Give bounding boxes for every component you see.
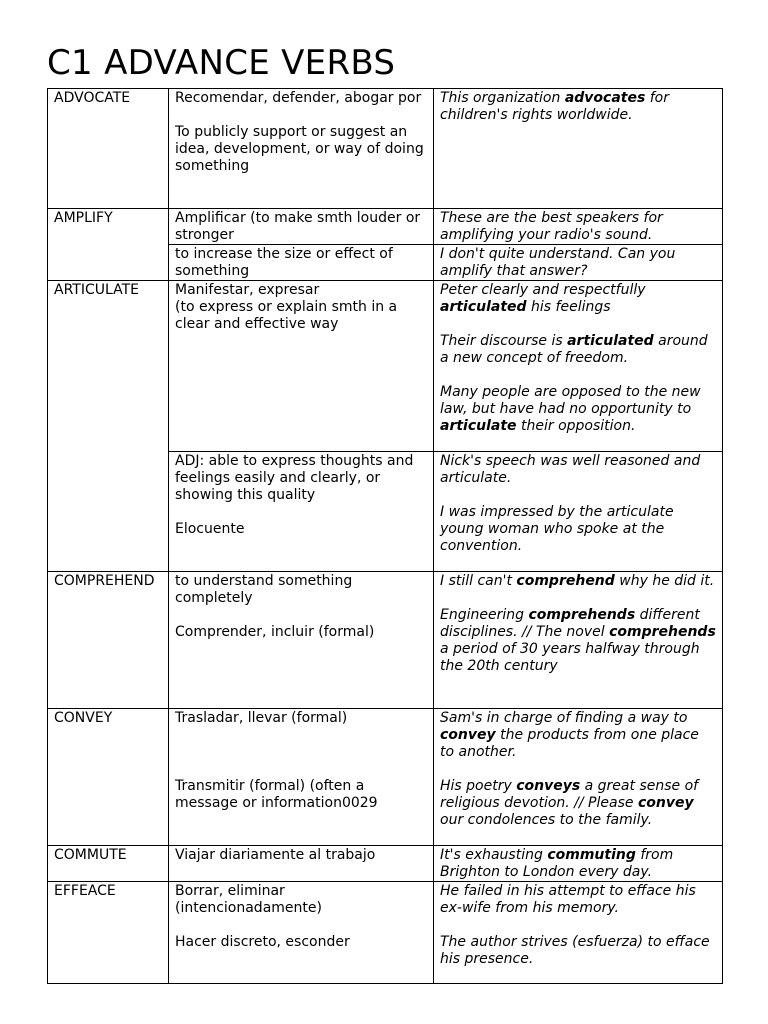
table-row xyxy=(48,709,723,846)
definition-cell: to increase the size or effect of something xyxy=(169,245,434,281)
example-cell xyxy=(434,281,723,452)
definition-cell xyxy=(169,709,434,846)
definition-text: Elocuente xyxy=(175,521,245,537)
definition-cell xyxy=(169,89,434,209)
example-sentence: It's exhausting commuting from Brighton to London every day. xyxy=(440,847,674,880)
example-cell xyxy=(434,572,723,709)
example-sentence: Nick's speech was well reasoned and articulate. xyxy=(440,453,701,486)
definition-cell xyxy=(169,882,434,984)
example-sentence: Their discourse is articulated around a new concept of freedom. xyxy=(440,333,708,366)
definition-text: Comprender, incluir (formal) xyxy=(175,624,375,640)
example-cell xyxy=(434,709,723,846)
definition-cell xyxy=(169,452,434,572)
example-cell xyxy=(434,846,723,882)
example-sentence: The author strives (esfuerza) to efface his presence. xyxy=(440,934,710,967)
example-sentence: I was impressed by the articulate young woman who spoke at the convention. xyxy=(440,504,674,554)
definition-cell xyxy=(169,281,434,452)
definition-cell: Amplificar (to make smth louder or stronger xyxy=(169,209,434,245)
verb-cell: AMPLIFY xyxy=(48,209,169,281)
document-title: C1 ADVANCE VERBS xyxy=(47,43,396,83)
definition-text: Borrar, eliminar (intencionadamente) xyxy=(175,883,322,916)
verb-cell: CONVEY xyxy=(48,709,169,846)
definition-cell: Viajar diariamente al trabajo xyxy=(169,846,434,882)
table-row xyxy=(48,89,723,209)
table-row xyxy=(48,882,723,984)
definition-cell xyxy=(169,572,434,709)
definition-text: Transmitir (formal) (often a message or information0029 xyxy=(175,778,378,811)
example-sentence: I still can't comprehend why he did it. xyxy=(440,573,715,589)
definition-text: ADJ: able to express thoughts and feelings easily and clearly, or showing this quality xyxy=(175,453,414,503)
example-cell xyxy=(434,452,723,572)
definition-text: to understand something completely xyxy=(175,573,353,606)
example-cell: These are the best speakers for amplifying your radio's sound. xyxy=(434,209,723,245)
table-row xyxy=(48,209,723,245)
table-row xyxy=(48,846,723,882)
example-sentence: Many people are opposed to the new law, but have had no opportunity to articulate their opposition. xyxy=(440,384,701,434)
verb-cell: ARTICULATE xyxy=(48,281,169,572)
verb-cell: COMMUTE xyxy=(48,846,169,882)
example-sentence: Sam's in charge of finding a way to convey the products from one place to another. xyxy=(440,710,699,760)
definition-text: To publicly support or suggest an idea, development, or way of doing something xyxy=(175,124,424,174)
example-cell xyxy=(434,882,723,984)
example-sentence: He failed in his attempt to efface his ex-wife from his memory. xyxy=(440,883,696,916)
example-cell xyxy=(434,89,723,209)
definition-text: (to express or explain smth in a clear and effective way xyxy=(175,299,398,332)
definition-text: Hacer discreto, esconder xyxy=(175,934,350,950)
verb-cell: ADVOCATE xyxy=(48,89,169,209)
verb-cell: EFFEACE xyxy=(48,882,169,984)
table-row xyxy=(48,281,723,452)
example-sentence: His poetry conveys a great sense of religious devotion. // Please convey our condolences to the family. xyxy=(440,778,699,828)
definition-text: Trasladar, llevar (formal) xyxy=(175,710,348,726)
verbs-table xyxy=(47,88,723,984)
definition-text: Manifestar, expresar xyxy=(175,282,320,298)
example-cell: I don't quite understand. Can you amplify that answer? xyxy=(434,245,723,281)
example-sentence: Engineering comprehends different disciplines. // The novel comprehends a period of 30 years halfway through the 20th century xyxy=(440,607,716,674)
definition-text: Recomendar, defender, abogar por xyxy=(175,90,422,106)
verb-cell: COMPREHEND xyxy=(48,572,169,709)
example-sentence: This organization advocates for children's rights worldwide. xyxy=(440,90,669,123)
table-row xyxy=(48,572,723,709)
example-sentence: Peter clearly and respectfully articulated his feelings xyxy=(440,282,646,315)
